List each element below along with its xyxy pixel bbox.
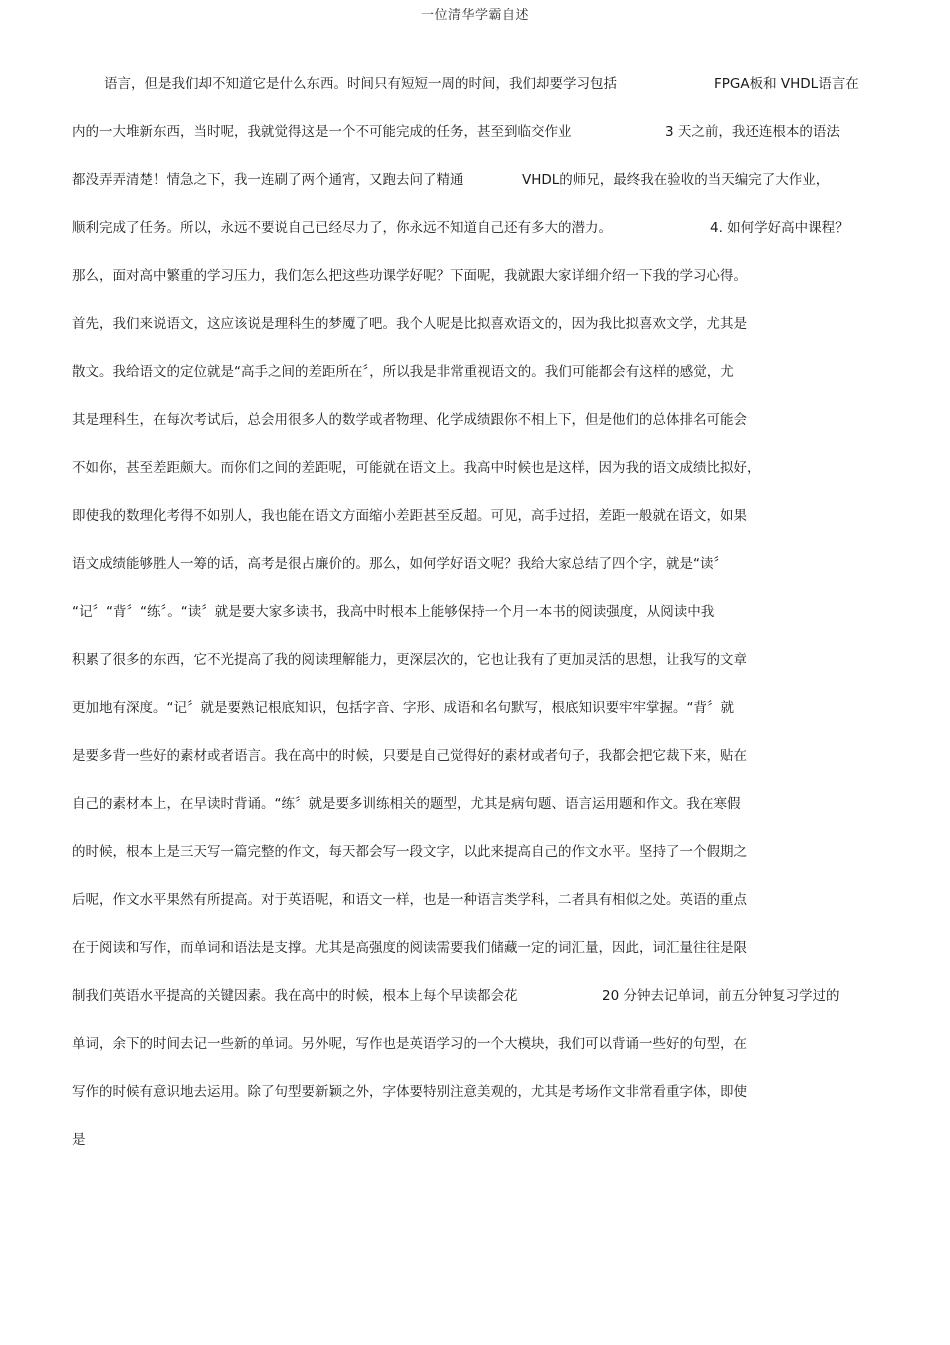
line-segment: “记〞“背〞“练〞。“读〞就是要大家多读书，我高中时根本上能够保持一个月一本书的阅读强度，从阅读中我 [72, 604, 715, 620]
line-segment: FPGA板和 VHDL语言在 [714, 76, 859, 92]
line-segment: 的时候，根本上是三天写一篇完整的作文，每天都会写一段文字，以此来提高自己的作文水平。坚持了一个假期之 [72, 844, 747, 860]
line-segment: 语文成绩能够胜人一筹的话，高考是很占廉价的。那么，如何学好语文呢？我给大家总结了四个字，就是“读〞 [72, 556, 727, 572]
line-segment: 单词，余下的时间去记一些新的单词。另外呢，写作也是英语学习的一个大模块，我们可以背诵一些好的句型，在 [72, 1036, 747, 1052]
line-segment: 不如你，甚至差距颇大。而你们之间的差距呢，可能就在语文上。我高中时候也是这样，因为我的语文成绩比拟好， [72, 460, 761, 476]
line-segment: 后呢，作文水平果然有所提高。对于英语呢，和语文一样，也是一种语言类学科，二者具有相似之处。英语的重点 [72, 892, 747, 908]
line-segment: 自己的素材本上，在早读时背诵。“练〞就是要多训练相关的题型，尤其是病句题、语言运用题和作文。我在寒假 [72, 796, 741, 812]
line-segment: 3 天之前，我还连根本的语法 [665, 124, 840, 140]
line-segment: 20 分钟去记单词，前五分钟复习学过的 [602, 988, 840, 1004]
line-segment: 那么，面对高中繁重的学习压力，我们怎么把这些功课学好呢？下面呢，我就跟大家详细介绍一下我的学习心得。 [72, 268, 747, 284]
line-segment: 内的一大堆新东西，当时呢，我就觉得这是一个不可能完成的任务，甚至到临交作业 [72, 124, 572, 140]
line-segment: 是 [72, 1132, 86, 1148]
line-segment: 更加地有深度。“记〞就是要熟记根底知识，包括字音、字形、成语和名句默写，根底知识要牢牢掌握。“背〞就 [72, 700, 734, 716]
line-segment: 4. 如何学好高中课程？ [710, 220, 849, 236]
line-segment: 制我们英语水平提高的关键因素。我在高中的时候，根本上每个早读都会花 [72, 988, 518, 1004]
page-title: 一位清华学霸自述 [420, 8, 529, 23]
line-segment: 是要多背一些好的素材或者语言。我在高中的时候，只要是自己觉得好的素材或者句子，我都会把它裁下来，贴在 [72, 748, 747, 764]
line-segment: VHDL的师兄，最终我在验收的当天编完了大作业， [522, 172, 830, 188]
line-segment: 其是理科生，在每次考试后，总会用很多人的数学或者物理、化学成绩跟你不相上下，但是他们的总体排名可能会 [72, 412, 747, 428]
line-segment: 语言，但是我们却不知道它是什么东西。时间只有短短一周的时间，我们却要学习包括 [104, 76, 617, 92]
line-segment: 散文。我给语文的定位就是“高手之间的差距所在〞，所以我是非常重视语文的。我们可能都会有这样的感觉，尤 [72, 364, 734, 380]
line-segment: 在于阅读和写作，而单词和语法是支撑。尤其是高强度的阅读需要我们储藏一定的词汇量，因此，词汇量往往是限 [72, 940, 747, 956]
line-segment: 写作的时候有意识地去运用。除了句型要新颖之外，字体要特别注意美观的，尤其是考场作文非常看重字体，即使 [72, 1084, 747, 1100]
line-segment: 积累了很多的东西，它不光提高了我的阅读理解能力，更深层次的，它也让我有了更加灵活的思想，让我写的文章 [72, 652, 747, 668]
line-segment: 顺利完成了任务。所以，永远不要说自己已经尽力了，你永远不知道自己还有多大的潜力。 [72, 220, 612, 236]
line-segment: 首先，我们来说语文，这应该说是理科生的梦魇了吧。我个人呢是比拟喜欢语文的，因为我比拟喜欢文学，尤其是 [72, 316, 747, 332]
line-segment: 即使我的数理化考得不如别人，我也能在语文方面缩小差距甚至反超。可见，高手过招，差距一般就在语文，如果 [72, 508, 747, 524]
line-segment: 都没弄弄清楚！情急之下，我一连刷了两个通宵，又跑去问了精通 [72, 172, 464, 188]
